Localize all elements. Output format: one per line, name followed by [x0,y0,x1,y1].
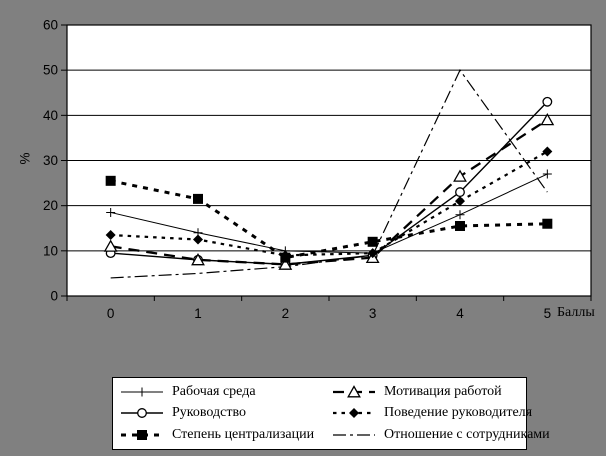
legend-swatch-diamond-dot-icon [331,406,377,420]
square-marker-icon [106,176,116,186]
y-axis-title: % [17,152,33,165]
square-marker-icon [137,430,147,440]
legend-item-rabochaya-sreda[interactable] [119,381,331,403]
legend-item-stepen-centralizacii[interactable] [119,424,331,446]
legend-item-rukovodstvo[interactable] [119,403,331,425]
legend-item-motivaciya-rabotoy[interactable] [331,381,550,403]
legend-swatch-dash-dot-line-icon [331,428,377,442]
diamond-marker-icon [349,408,359,418]
square-marker-icon [368,237,378,247]
square-marker-icon [280,253,290,263]
square-marker-icon [455,221,465,231]
x-tick-label: 1 [194,306,202,321]
legend-label: Отношение с сотрудниками [384,427,550,443]
legend-swatch-circle-line-icon [119,406,165,420]
legend-label: Мотивация работой [384,383,502,399]
legend-label: Поведение руководителя [384,405,533,421]
legend-swatch-plus-line-icon [119,385,165,399]
square-marker-icon [542,219,552,229]
circle-marker-icon [456,188,465,197]
x-tick-label: 4 [456,306,464,321]
legend-label: Руководство [172,405,246,421]
legend-label: Степень централизации [172,427,315,443]
legend-item-povedenie-rukovoditelya[interactable] [331,403,550,425]
x-tick-label: 5 [543,306,552,321]
y-tick-label: 10 [42,243,58,259]
y-tick-label: 20 [42,198,58,214]
legend-item-otnoshenie-s-sotrudnikami[interactable] [331,424,550,446]
legend [112,377,550,450]
x-axis-title: Баллы [557,305,595,320]
y-tick-label: 30 [42,153,58,168]
circle-marker-icon [138,409,147,418]
legend-label: Рабочая среда [172,383,256,399]
y-tick-label: 0 [50,288,58,304]
x-tick-label: 3 [368,306,377,321]
y-tick-label: 50 [42,62,58,78]
circle-marker-icon [543,97,552,106]
y-tick-label: 40 [42,107,58,123]
y-tick-label: 60 [42,17,58,33]
x-tick-label: 2 [281,306,290,321]
legend-swatch-triangle-dash-icon [331,385,377,399]
square-marker-icon [193,194,203,204]
legend-swatch-square-dash-icon [119,428,165,442]
x-tick-label: 0 [106,306,115,321]
plus-marker-icon [138,387,147,396]
